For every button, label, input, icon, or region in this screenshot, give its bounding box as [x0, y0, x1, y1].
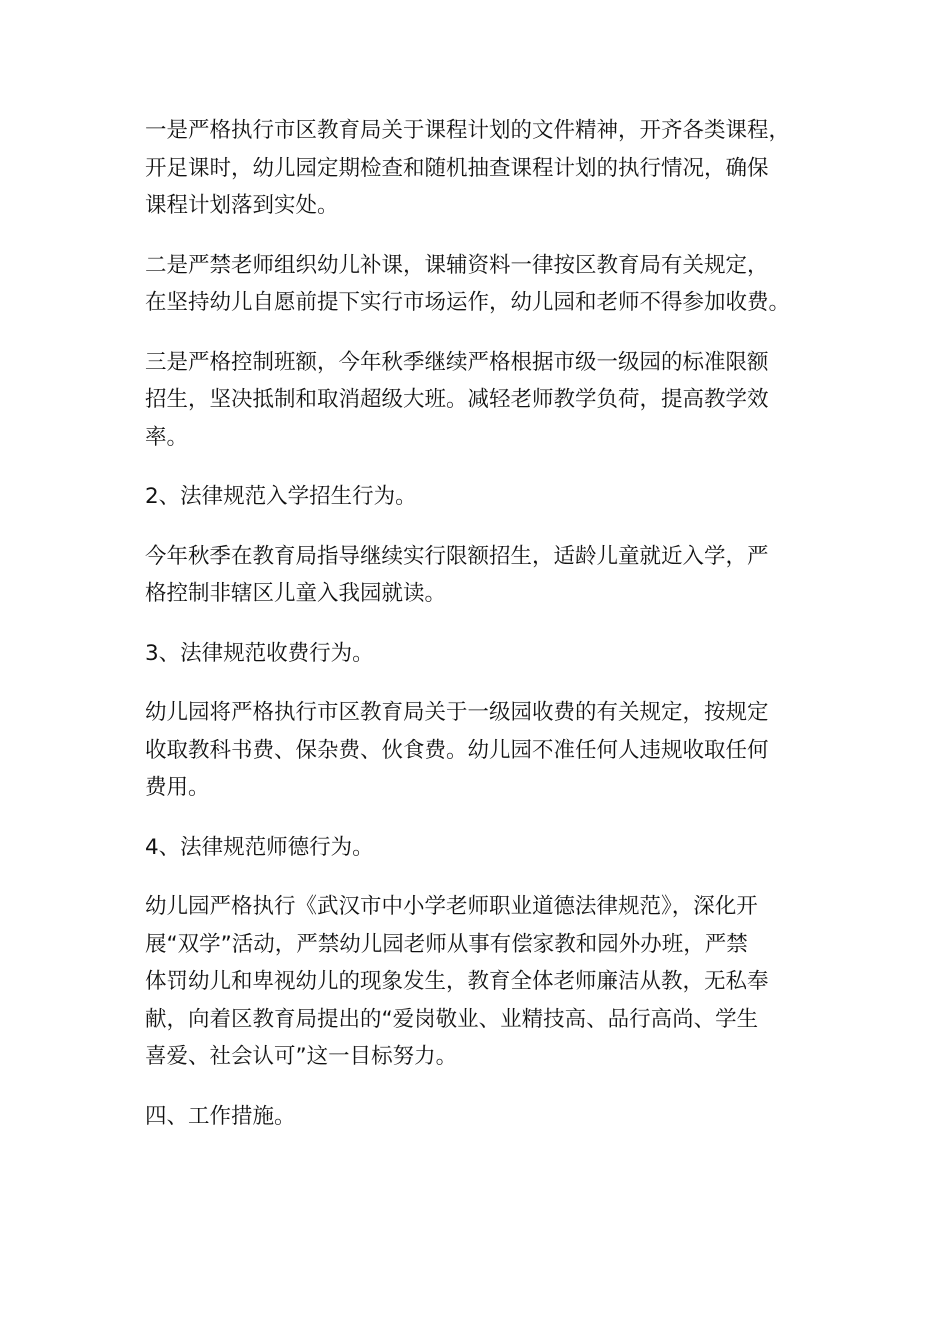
- text-line: 收取教科书费、保杂费、伙食费。幼儿园不准任何人违规收取任何: [145, 737, 769, 763]
- document-body: [145, 112, 815, 1157]
- text-line: 率。: [145, 424, 189, 450]
- text-line: 展“双学”活动，严禁幼儿园老师从事有偿家教和园外办班，严禁: [145, 931, 748, 957]
- paragraph-teacher-ethics: [145, 888, 815, 1076]
- text-line: 在坚持幼儿自愿前提下实行市场运作，幼儿园和老师不得参加收费。: [145, 290, 791, 315]
- text-line: 2、法律规范入学招生行为。: [145, 484, 417, 509]
- paragraph-enrollment: [145, 538, 815, 613]
- text-line: 喜爱、社会认可”这一目标努力。: [145, 1044, 458, 1069]
- heading-work-measures: [145, 1098, 815, 1136]
- text-line: 4、法律规范师德行为。: [145, 834, 374, 860]
- text-line: 幼儿园将严格执行市区教育局关于一级园收费的有关规定，按规定: [145, 700, 769, 725]
- heading-fees: [145, 635, 815, 673]
- paragraph-class-size: [145, 344, 815, 457]
- text-line: 一是严格执行市区教育局关于课程计划的文件精神，开齐各类课程，: [145, 118, 791, 143]
- text-line: 二是严禁老师组织幼儿补课，课辅资料一律按区教育局有关规定，: [145, 252, 769, 278]
- heading-enrollment: [145, 478, 815, 516]
- text-line: 招生，坚决抵制和取消超级大班。减轻老师教学负荷，提高教学效: [145, 387, 769, 412]
- text-line: 今年秋季在教育局指导继续实行限额招生，适龄儿童就近入学，严: [145, 543, 769, 569]
- text-line: 课程计划落到实处。: [145, 193, 339, 218]
- text-line: 体罚幼儿和卑视幼儿的现象发生，教育全体老师廉洁从教，无私奉: [145, 969, 769, 994]
- paragraph-fees: [145, 694, 815, 807]
- text-line: 格控制非辖区儿童入我园就读。: [145, 581, 447, 606]
- paragraph-no-tutoring: [145, 247, 815, 322]
- text-line: 费用。: [145, 775, 210, 800]
- text-line: 献，向着区教育局提出的“爱岗敬业、业精技高、品行高尚、学生: [145, 1006, 759, 1032]
- text-line: 开足课时，幼儿园定期检查和随机抽查课程计划的执行情况，确保: [145, 155, 769, 181]
- text-line: 3、法律规范收费行为。: [145, 640, 374, 666]
- text-line: 三是严格控制班额，今年秋季继续严格根据市级一级园的标准限额: [145, 349, 769, 375]
- heading-teacher-ethics: [145, 829, 815, 867]
- text-line: 幼儿园严格执行《武汉市中小学老师职业道德法律规范》，深化开: [145, 894, 758, 919]
- text-line: 四、工作措施。: [145, 1103, 296, 1129]
- paragraph-curriculum-plan: [145, 112, 815, 225]
